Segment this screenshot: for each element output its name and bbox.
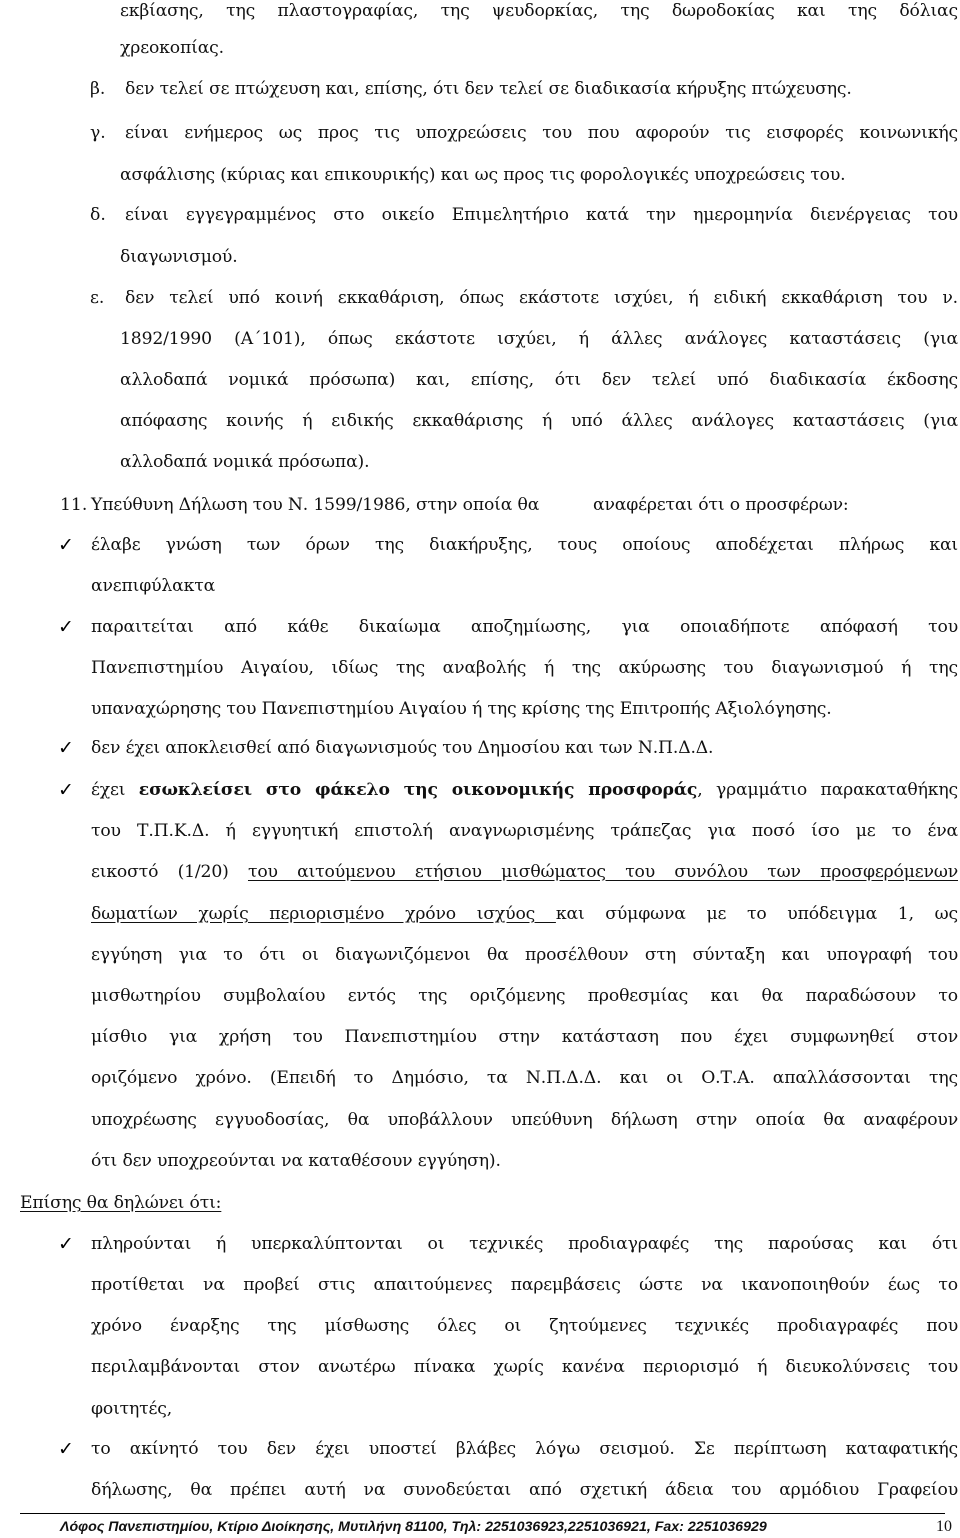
section-11-heading: Υπεύθυνη Δήλωση του Ν. 1599/1986, στην οποία θα [91,495,540,515]
also-b2-line-2: δήλωσης, θα πρέπει αυτή να συνοδεύεται από σχετική άδεια του αρμόδιου Γραφείου [91,1480,958,1500]
checkmark-icon: ✓ [58,737,74,759]
checkmark-icon: ✓ [58,779,74,801]
item-e-line-1: δεν τελεί υπό κοινή εκκαθάριση, όπως εκάστοτε ισχύει, ή ειδική εκκαθάριση του ν. [125,288,958,308]
item-b-text: δεν τελεί σε πτώχευση και, επίσης, ότι δεν τελεί σε διαδικασία κήρυξης πτώχευσης. [125,79,852,99]
checkmark-icon: ✓ [58,534,74,556]
s11-b4-l4-b: και σύμφωνα με το υπόδειγμα 1, ως [555,904,958,924]
s11-b4-line-4 [91,894,958,935]
also-b1-line-1: πληρούνται ή υπερκαλύπτονται οι τεχνικές προδιαγραφές της παρούσας και ότι [91,1234,958,1254]
s11-b1-line-2: ανεπιφύλακτα [91,576,216,596]
s11-b4-line-1 [91,770,958,811]
item-e-line-2: 1892/1990 (Α΄101), όπως εκάστοτε ισχύει, ή άλλες ανάλογες καταστάσεις (για [120,329,958,349]
s11-b4-l3-underlined: του αιτούμενου ετήσιου μισθώματος του συνόλου των προσφερόμενων [247,862,958,882]
s11-b4-line-10: ότι δεν υποχρεούνται να καταθέσουν εγγύηση). [91,1151,501,1171]
s11-b2-line-1: παραιτείται από κάθε δικαίωμα αποζημίωσης, για οποιαδήποτε απόφασή του [91,617,958,637]
s11-b4-l1-b: , γραμμάτιο παρακαταθήκης [697,780,958,800]
footer-address: Λόφος Πανεπιστημίου, Κτίριο Διοίκησης, Μυτιλήνη 81100, Τηλ: 2251036923,2251036921, Fax: 2251036929 [60,1519,767,1535]
also-b1-line-2: προτίθεται να προβεί στις απαιτούμενες παρεμβάσεις ώστε να ικανοποιηθούν έως το [91,1275,958,1295]
item-e-line-5: αλλοδαπά νομικά πρόσωπα). [120,452,370,472]
item-d-line-1: είναι εγγεγραμμένος στο οικείο Επιμελητήριο κατά την ημερομηνία διενέργειας του [125,205,958,225]
checkmark-icon: ✓ [58,1233,74,1255]
item-e-line-3: αλλοδαπά νομικά πρόσωπα) και, επίσης, ότι δεν τελεί υπό διαδικασία έκδοσης [120,370,958,390]
footer-divider [20,1513,945,1514]
s11-b3-line-1: δεν έχει αποκλεισθεί από διαγωνισμούς του Δημοσίου και των Ν.Π.Δ.Δ. [91,738,714,758]
s11-b4-l4-underlined: δωματίων χωρίς περιορισμένο χρόνο ισχύος [91,904,556,924]
s11-b4-line-3 [91,852,958,893]
s11-b4-line-7: μίσθιο για χρήση του Πανεπιστημίου στην κατάσταση που έχει συμφωνηθεί στον [91,1027,958,1047]
item-d-label: δ. [90,205,106,225]
item-e-line-4: απόφασης κοινής ή ειδικής εκκαθάρισης ή υπό άλλες ανάλογες καταστάσεις (για [120,411,958,431]
section-11-heading-rest: αναφέρεται ότι ο προσφέρων: [593,495,849,515]
item-e-label: ε. [90,288,105,308]
item-a-line-1: εκβίασης, της πλαστογραφίας, της ψευδορκίας, της δωροδοκίας και της δόλιας [120,1,958,21]
also-b1-line-3: χρόνο έναρξης της μίσθωσης όλες οι ζητούμενες τεχνικές προδιαγραφές που [91,1316,958,1336]
s11-b4-l1-a: έχει [91,780,139,800]
s11-b4-l3-a: εικοστό (1/20) [91,862,248,882]
s11-b4-l1-bold: εσωκλείσει στο φάκελο της οικονομικής προσφοράς [138,780,698,800]
item-d-line-2: διαγωνισμού. [120,247,238,267]
item-a-line-2: χρεοκοπίας. [120,38,224,58]
page-number: 10 [936,1518,952,1535]
checkmark-icon: ✓ [58,1438,74,1460]
s11-b2-line-3: υπαναχώρησης του Πανεπιστημίου Αιγαίου ή της κρίσης της Επιτροπής Αξιολόγησης. [91,699,832,719]
also-b1-line-5: φοιτητές, [91,1399,173,1419]
s11-b1-line-1: έλαβε γνώση των όρων της διακήρυξης, τους οποίους αποδέχεται πλήρως και [91,535,958,555]
item-c-line-2: ασφάλισης (κύριας και επικουρικής) και ως προς τις φορολογικές υποχρεώσεις του. [120,165,846,185]
s11-b2-line-2: Πανεπιστημίου Αιγαίου, ιδίως της αναβολής ή της ακύρωσης του διαγωνισμού ή της [91,658,958,678]
s11-b4-line-8: οριζόμενο χρόνο. (Επειδή το Δημόσιο, τα Ν.Π.Δ.Δ. και οι Ο.Τ.Α. απαλλάσσονται της [91,1068,958,1088]
s11-b4-line-5: εγγύηση για το ότι οι διαγωνιζόμενοι θα προσέλθουν στη σύνταξη και υπογραφή του [91,945,958,965]
s11-b4-line-9: υποχρέωσης εγγυοδοσίας, θα υποβάλλουν υπεύθυνη δήλωση στην οποία θα αναφέρουν [91,1110,958,1130]
also-heading: Επίσης θα δηλώνει ότι: [20,1193,222,1213]
item-b-label: β. [90,79,106,99]
item-c-label: γ. [90,123,106,143]
also-b2-line-1: το ακίνητό του δεν έχει υποστεί βλάβες λόγω σεισμού. Σε περίπτωση καταφατικής [91,1439,958,1459]
s11-b4-line-6: μισθωτηρίου συμβολαίου εντός της οριζόμενης προθεσμίας και θα παραδώσουν το [91,986,958,1006]
checkmark-icon: ✓ [58,616,74,638]
also-b1-line-4: περιλαμβάνονται στον ανωτέρω πίνακα χωρίς κανένα περιορισμό ή διευκολύνσεις του [91,1357,958,1377]
item-c-line-1: είναι ενήμερος ως προς τις υποχρεώσεις του που αφορούν τις εισφορές κοινωνικής [125,123,958,143]
s11-b4-line-2: του Τ.Π.Κ.Δ. ή εγγυητική επιστολή αναγνωρισμένης τράπεζας για ποσό ίσο με το ένα [91,821,958,841]
section-11-number: 11. [60,495,88,515]
